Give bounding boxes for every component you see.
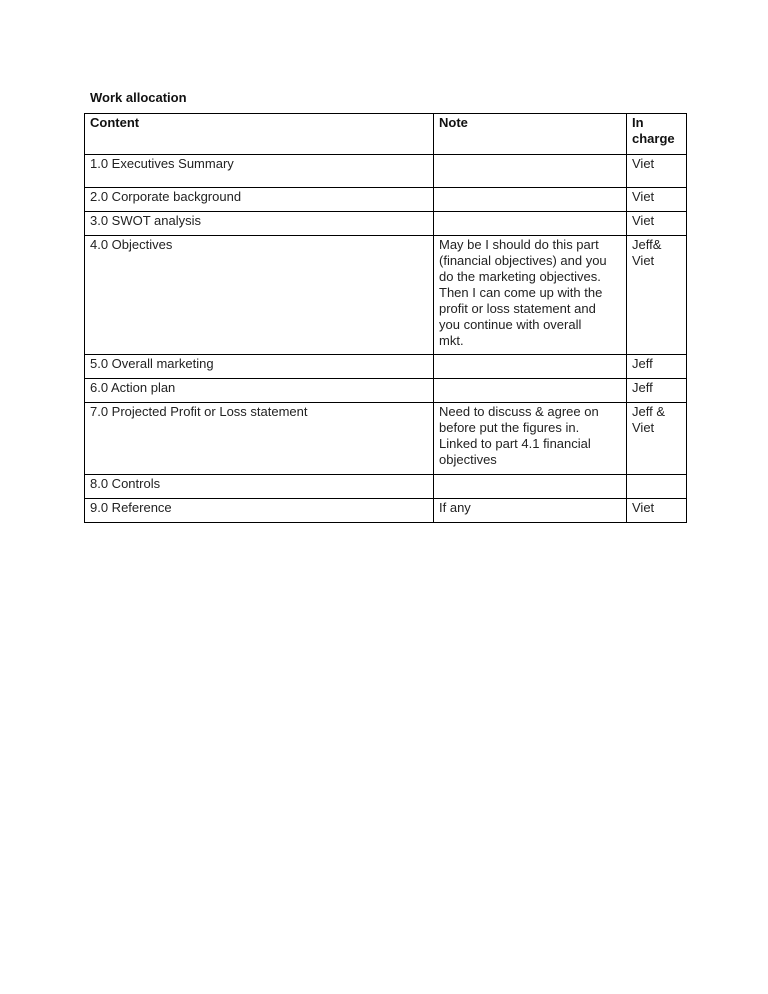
row-in-charge: Viet (627, 212, 687, 236)
table-row (85, 379, 687, 403)
document-title: Work allocation (90, 90, 187, 105)
table-row (85, 475, 687, 499)
row-note (434, 188, 627, 212)
row-in-charge: Jeff & Viet (627, 403, 687, 475)
row-content: 5.0 Overall marketing (85, 355, 434, 379)
row-note: Need to discuss & agree on before put the figures in. Linked to part 4.1 financial objectives (434, 403, 627, 475)
row-content: 9.0 Reference (85, 499, 434, 523)
row-content: 7.0 Projected Profit or Loss statement (85, 403, 434, 475)
table-row (85, 355, 687, 379)
table-row (85, 212, 687, 236)
row-content: 3.0 SWOT analysis (85, 212, 434, 236)
row-note (434, 355, 627, 379)
table-row (85, 499, 687, 523)
row-in-charge: Jeff (627, 355, 687, 379)
row-content: 1.0 Executives Summary (85, 155, 434, 188)
row-content: 2.0 Corporate background (85, 188, 434, 212)
row-in-charge (627, 475, 687, 499)
row-content: 6.0 Action plan (85, 379, 434, 403)
header-in-charge: In charge (627, 114, 687, 155)
table-row (85, 155, 687, 188)
row-in-charge: Viet (627, 155, 687, 188)
table-row (85, 236, 687, 355)
table-header-row (85, 114, 687, 155)
row-note (434, 155, 627, 188)
row-content: 8.0 Controls (85, 475, 434, 499)
row-in-charge: Viet (627, 499, 687, 523)
header-content: Content (85, 114, 434, 155)
header-note: Note (434, 114, 627, 155)
table-row (85, 403, 687, 475)
row-note (434, 379, 627, 403)
row-note: May be I should do this part (financial objectives) and you do the marketing objectives. Then I can come up with the profit or loss statement and you continue with overall mkt. (434, 236, 627, 355)
table-row (85, 188, 687, 212)
row-in-charge: Jeff (627, 379, 687, 403)
row-note (434, 212, 627, 236)
row-content: 4.0 Objectives (85, 236, 434, 355)
row-in-charge: Viet (627, 188, 687, 212)
row-note: If any (434, 499, 627, 523)
row-note (434, 475, 627, 499)
work-allocation-table (84, 113, 687, 523)
row-in-charge: Jeff& Viet (627, 236, 687, 355)
